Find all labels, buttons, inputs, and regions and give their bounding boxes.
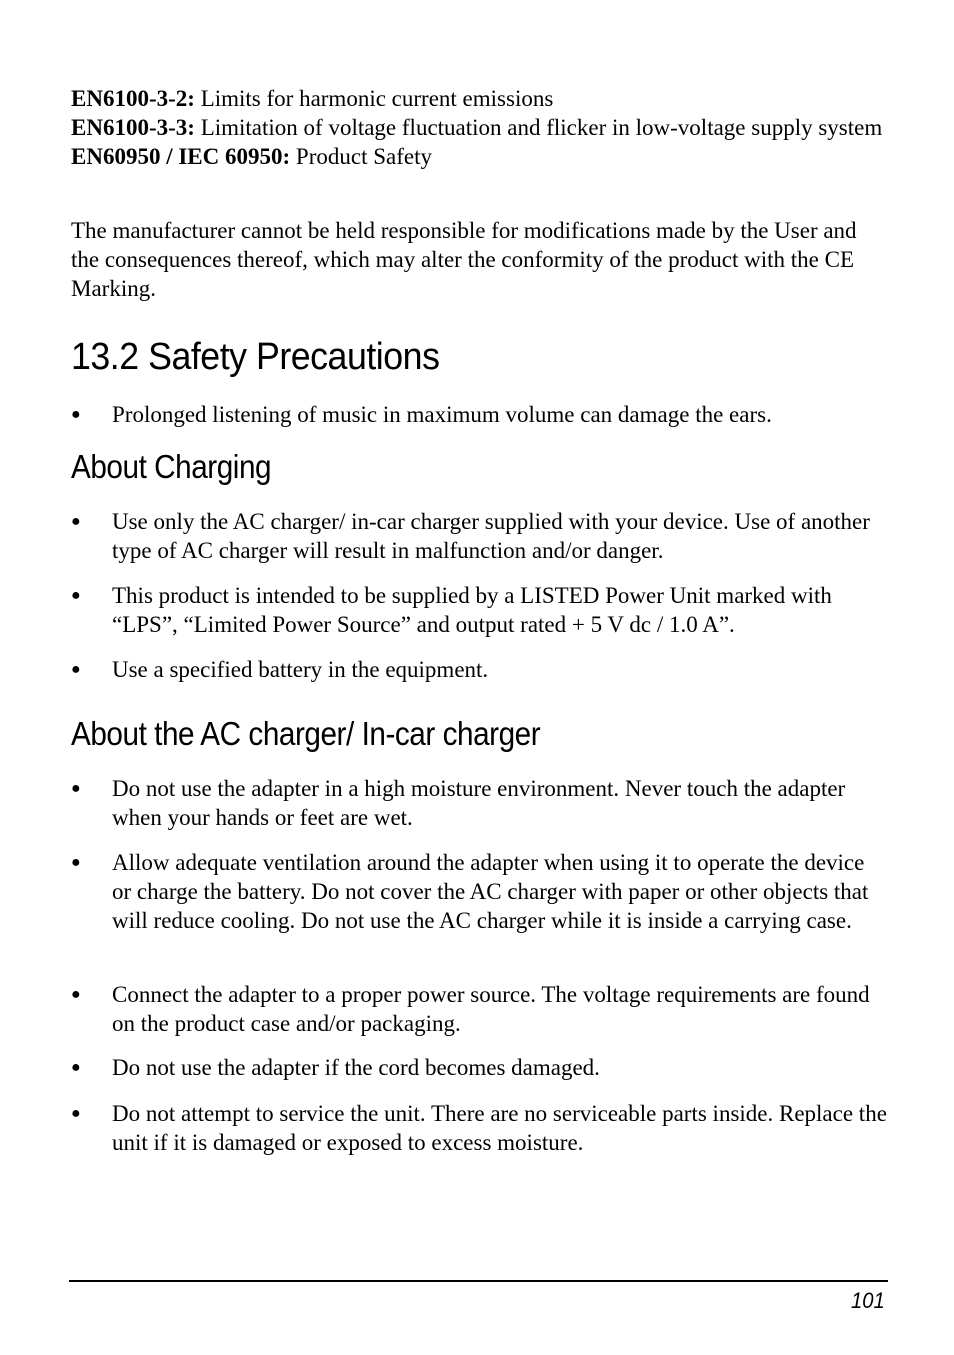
list-item-text: This product is intended to be supplied by a LISTED Power Unit marked with “LPS”, “Limited Power Source” and output rated + 5 V dc / 1.0 A”.	[112, 583, 832, 637]
standard-item	[71, 142, 889, 171]
standard-code: EN6100-3-3:	[71, 115, 195, 140]
bullet-icon: ●	[71, 1059, 81, 1076]
bullet-icon: ●	[71, 854, 81, 871]
list-item-text: Do not use the adapter if the cord becomes damaged.	[112, 1055, 600, 1080]
list-item-text: Do not use the adapter in a high moisture environment. Never touch the adapter when your hands or feet are wet.	[112, 776, 846, 830]
section-title: 13.2 Safety Precautions	[71, 336, 440, 378]
bullet-icon: ●	[71, 1105, 81, 1122]
list-item-text: Connect the adapter to a proper power source. The voltage requirements are found on the product case and/or packaging.	[112, 982, 870, 1036]
standard-description: Product Safety	[290, 144, 432, 169]
standard-item	[71, 113, 889, 142]
list-item-text: Prolonged listening of music in maximum volume can damage the ears.	[112, 402, 772, 427]
footer-rule	[69, 1280, 888, 1282]
list-item-text: Use only the AC charger/ in-car charger supplied with your device. Use of another type of AC charger will result in malfunction and/or danger.	[112, 509, 870, 563]
bullet-icon: ●	[71, 661, 81, 678]
bullet-icon: ●	[71, 513, 81, 530]
standard-description: Limitation of voltage fluctuation and flicker in low-voltage supply system	[194, 115, 883, 140]
standard-code: EN6100-3-2:	[71, 86, 195, 111]
bullet-icon: ●	[71, 406, 81, 423]
bullet-icon: ●	[71, 780, 81, 797]
charging-heading: About Charging	[71, 448, 272, 485]
standards-list	[71, 84, 889, 171]
page-number: 101	[851, 1288, 885, 1313]
standard-description: Limits for harmonic current emissions	[194, 86, 554, 111]
bullet-icon: ●	[71, 986, 81, 1003]
list-item-text: Allow adequate ventilation around the adapter when using it to operate the device or charge the battery. Do not cover the AC charger with paper or other objects that will reduce cooling. Do not use the AC charger while it is inside a carrying case.	[112, 850, 869, 933]
disclaimer-paragraph: The manufacturer cannot be held responsible for modifications made by the User and the consequences thereof, which may alter the conformity of the product with the CE Marking.	[71, 218, 857, 301]
standard-code: EN60950 / IEC 60950:	[71, 144, 291, 169]
list-item-text: Use a specified battery in the equipment.	[112, 657, 489, 682]
bullet-icon: ●	[71, 587, 81, 604]
standard-item	[71, 84, 889, 113]
list-item-text: Do not attempt to service the unit. There are no serviceable parts inside. Replace the unit if it is damaged or exposed to excess moisture.	[112, 1101, 887, 1155]
charger-heading: About the AC charger/ In-car charger	[71, 715, 541, 752]
